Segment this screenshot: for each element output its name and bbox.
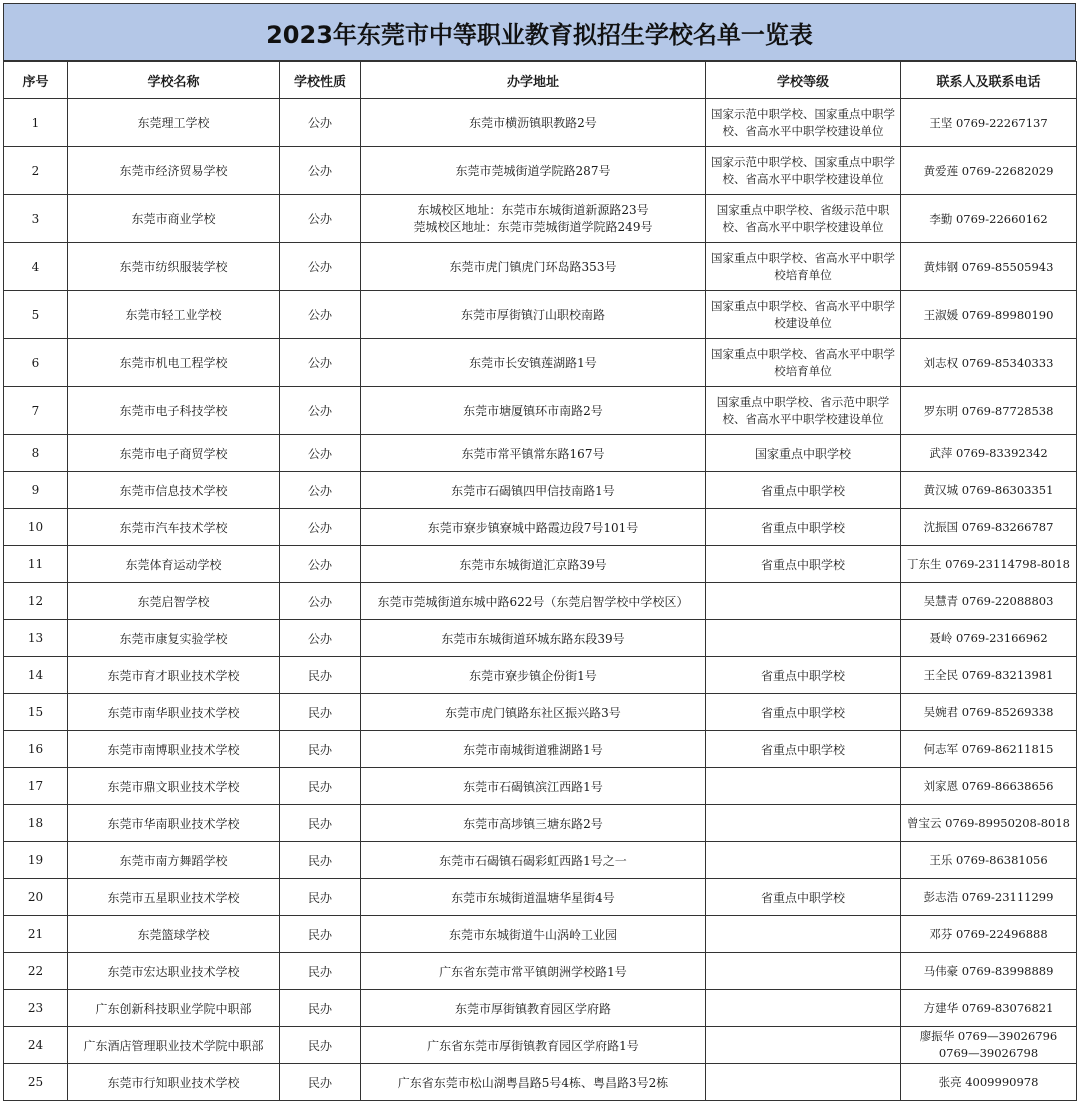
table-row [4,842,1077,879]
cell-name: 东莞体育运动学校 [68,546,280,583]
cell-nature: 民办 [280,1064,361,1101]
cell-name: 东莞市汽车技术学校 [68,509,280,546]
table-row [4,768,1077,805]
cell-address: 广东省东莞市厚街镇教育园区学府路1号 [361,1027,706,1064]
cell-address: 东莞市长安镇莲湖路1号 [361,339,706,387]
cell-contact: 沈振国 0769-83266787 [901,509,1077,546]
cell-address: 东莞市石碣镇滨江西路1号 [361,768,706,805]
cell-index: 6 [4,339,68,387]
school-table [3,61,1077,1101]
cell-contact: 丁东生 0769-23114798-8018 [901,546,1077,583]
cell-address: 东莞市厚街镇汀山职校南路 [361,291,706,339]
cell-name: 东莞市育才职业技术学校 [68,657,280,694]
document-sheet [3,3,1076,1101]
address-line-2: 莞城校区地址：东莞市莞城街道学院路249号 [413,219,653,234]
header-contact: 联系人及联系电话 [901,62,1077,99]
cell-nature: 公办 [280,147,361,195]
cell-contact: 张亮 4009990978 [901,1064,1077,1101]
cell-address: 广东省东莞市松山湖粤昌路5号4栋、粤昌路3号2栋 [361,1064,706,1101]
cell-nature: 公办 [280,195,361,243]
cell-contact: 彭志浩 0769-23111299 [901,879,1077,916]
table-row [4,657,1077,694]
cell-name: 东莞市机电工程学校 [68,339,280,387]
cell-address: 东莞市东城街道环城东路东段39号 [361,620,706,657]
cell-level: 省重点中职学校 [706,731,901,768]
cell-contact: 曾宝云 0769-89950208-8018 [901,805,1077,842]
cell-level [706,805,901,842]
cell-name: 东莞篮球学校 [68,916,280,953]
cell-nature: 公办 [280,243,361,291]
cell-contact: 吴婉君 0769-85269338 [901,694,1077,731]
page-title: 2023年东莞市中等职业教育拟招生学校名单一览表 [3,3,1076,61]
cell-nature: 公办 [280,509,361,546]
header-address: 办学地址 [361,62,706,99]
cell-contact: 黄炜钢 0769-85505943 [901,243,1077,291]
cell-level: 国家重点中职学校、省示范中职学校、省高水平中职学校建设单位 [706,387,901,435]
cell-address: 东莞市南城街道雅湖路1号 [361,731,706,768]
cell-nature: 民办 [280,842,361,879]
table-row [4,916,1077,953]
cell-level: 省重点中职学校 [706,694,901,731]
cell-index: 20 [4,879,68,916]
cell-name: 东莞市南华职业技术学校 [68,694,280,731]
cell-index: 3 [4,195,68,243]
cell-name: 东莞市南博职业技术学校 [68,731,280,768]
cell-address: 东莞市东城街道牛山涡岭工业园 [361,916,706,953]
cell-address: 东莞市石碣镇四甲信技南路1号 [361,472,706,509]
table-row [4,99,1077,147]
cell-index: 15 [4,694,68,731]
cell-name: 东莞市南方舞蹈学校 [68,842,280,879]
cell-address: 东莞市寮步镇寮城中路霞边段7号101号 [361,509,706,546]
cell-address: 东莞市虎门镇路东社区振兴路3号 [361,694,706,731]
cell-level [706,583,901,620]
table-row [4,195,1077,243]
cell-level: 国家示范中职学校、国家重点中职学校、省高水平中职学校建设单位 [706,99,901,147]
cell-index: 25 [4,1064,68,1101]
cell-nature: 公办 [280,546,361,583]
cell-address: 东莞市塘厦镇环市南路2号 [361,387,706,435]
table-row [4,583,1077,620]
table-row [4,805,1077,842]
cell-nature: 公办 [280,99,361,147]
cell-level: 省重点中职学校 [706,546,901,583]
cell-index: 22 [4,953,68,990]
cell-address: 东莞市东城街道汇京路39号 [361,546,706,583]
cell-contact: 黄爱莲 0769-22682029 [901,147,1077,195]
cell-contact: 方建华 0769-83076821 [901,990,1077,1027]
cell-contact: 黄汉城 0769-86303351 [901,472,1077,509]
cell-index: 7 [4,387,68,435]
cell-contact: 吴慧青 0769-22088803 [901,583,1077,620]
table-row [4,953,1077,990]
cell-nature: 公办 [280,583,361,620]
cell-index: 9 [4,472,68,509]
table-row [4,546,1077,583]
cell-nature: 民办 [280,768,361,805]
cell-name: 东莞市商业学校 [68,195,280,243]
cell-level [706,842,901,879]
table-row [4,472,1077,509]
cell-level: 国家重点中职学校、省高水平中职学校建设单位 [706,291,901,339]
cell-contact: 李勤 0769-22660162 [901,195,1077,243]
cell-level: 省重点中职学校 [706,509,901,546]
cell-name: 东莞市行知职业技术学校 [68,1064,280,1101]
cell-contact: 马伟豪 0769-83998889 [901,953,1077,990]
cell-contact: 武萍 0769-83392342 [901,435,1077,472]
cell-contact: 王坚 0769-22267137 [901,99,1077,147]
cell-contact: 刘家恩 0769-86638656 [901,768,1077,805]
cell-name: 东莞市信息技术学校 [68,472,280,509]
cell-name: 东莞市五星职业技术学校 [68,879,280,916]
cell-address: 东莞市寮步镇企份街1号 [361,657,706,694]
cell-level [706,1027,901,1064]
cell-level: 省重点中职学校 [706,879,901,916]
cell-name: 东莞市宏达职业技术学校 [68,953,280,990]
cell-name: 东莞市康复实验学校 [68,620,280,657]
cell-nature: 民办 [280,879,361,916]
table-row [4,243,1077,291]
cell-index: 11 [4,546,68,583]
cell-contact: 罗东明 0769-87728538 [901,387,1077,435]
cell-index: 18 [4,805,68,842]
cell-address: 东莞市常平镇常东路167号 [361,435,706,472]
cell-nature: 民办 [280,805,361,842]
cell-address: 东莞市高埗镇三塘东路2号 [361,805,706,842]
cell-index: 13 [4,620,68,657]
table-row [4,291,1077,339]
cell-level: 国家重点中职学校、省高水平中职学校培育单位 [706,339,901,387]
cell-nature: 民办 [280,990,361,1027]
cell-contact: 王淑媛 0769-89980190 [901,291,1077,339]
table-row [4,731,1077,768]
header-name: 学校名称 [68,62,280,99]
header-nature: 学校性质 [280,62,361,99]
cell-index: 2 [4,147,68,195]
table-row [4,147,1077,195]
cell-name: 东莞市经济贸易学校 [68,147,280,195]
table-row [4,339,1077,387]
cell-nature: 民办 [280,694,361,731]
cell-nature: 公办 [280,387,361,435]
cell-address [361,195,706,243]
cell-address: 东莞市横沥镇职教路2号 [361,99,706,147]
cell-address: 广东省东莞市常平镇朗洲学校路1号 [361,953,706,990]
table-row [4,387,1077,435]
cell-address: 东莞市莞城街道学院路287号 [361,147,706,195]
cell-index: 23 [4,990,68,1027]
contact-line-2: 0769—39026798 [938,1046,1039,1060]
cell-index: 12 [4,583,68,620]
cell-name: 广东创新科技职业学院中职部 [68,990,280,1027]
cell-contact: 王全民 0769-83213981 [901,657,1077,694]
table-row [4,620,1077,657]
cell-nature: 民办 [280,916,361,953]
contact-line-1: 廖振华 0769—39026796 [919,1029,1058,1043]
address-line-1: 东城校区地址：东莞市东城街道新源路23号 [417,202,649,217]
cell-name: 东莞启智学校 [68,583,280,620]
cell-name: 东莞市鼎文职业技术学校 [68,768,280,805]
cell-address: 东莞市虎门镇虎门环岛路353号 [361,243,706,291]
cell-level [706,768,901,805]
table-row [4,1064,1077,1101]
cell-level: 省重点中职学校 [706,472,901,509]
cell-nature: 公办 [280,472,361,509]
header-row [4,62,1077,99]
cell-nature: 公办 [280,435,361,472]
cell-address: 东莞市东城街道温塘华星街4号 [361,879,706,916]
cell-nature: 民办 [280,953,361,990]
cell-name: 东莞理工学校 [68,99,280,147]
cell-level: 国家示范中职学校、国家重点中职学校、省高水平中职学校建设单位 [706,147,901,195]
cell-address: 东莞市石碣镇石碣彩虹西路1号之一 [361,842,706,879]
cell-nature: 公办 [280,291,361,339]
table-row [4,879,1077,916]
cell-nature: 公办 [280,339,361,387]
table-row [4,1027,1077,1064]
cell-level: 国家重点中职学校、省级示范中职校、省高水平中职学校建设单位 [706,195,901,243]
cell-name: 广东酒店管理职业技术学院中职部 [68,1027,280,1064]
cell-index: 8 [4,435,68,472]
cell-index: 19 [4,842,68,879]
cell-index: 4 [4,243,68,291]
cell-level: 国家重点中职学校 [706,435,901,472]
cell-nature: 民办 [280,731,361,768]
cell-nature: 公办 [280,620,361,657]
cell-level [706,916,901,953]
cell-name: 东莞市华南职业技术学校 [68,805,280,842]
cell-address: 东莞市厚街镇教育园区学府路 [361,990,706,1027]
cell-index: 17 [4,768,68,805]
cell-contact: 何志军 0769-86211815 [901,731,1077,768]
cell-name: 东莞市轻工业学校 [68,291,280,339]
cell-index: 5 [4,291,68,339]
cell-level: 省重点中职学校 [706,657,901,694]
cell-contact: 王乐 0769-86381056 [901,842,1077,879]
table-row [4,694,1077,731]
cell-level [706,990,901,1027]
cell-name: 东莞市电子商贸学校 [68,435,280,472]
cell-contact: 邓芬 0769-22496888 [901,916,1077,953]
cell-index: 16 [4,731,68,768]
cell-nature: 民办 [280,1027,361,1064]
cell-level [706,953,901,990]
header-level: 学校等级 [706,62,901,99]
table-row [4,509,1077,546]
cell-level [706,1064,901,1101]
cell-name: 东莞市电子科技学校 [68,387,280,435]
cell-level [706,620,901,657]
cell-contact: 聂岭 0769-23166962 [901,620,1077,657]
cell-contact: 刘志权 0769-85340333 [901,339,1077,387]
table-row [4,990,1077,1027]
header-index: 序号 [4,62,68,99]
cell-level: 国家重点中职学校、省高水平中职学校培育单位 [706,243,901,291]
table-body [4,99,1077,1101]
cell-index: 10 [4,509,68,546]
cell-index: 1 [4,99,68,147]
cell-index: 21 [4,916,68,953]
cell-name: 东莞市纺织服装学校 [68,243,280,291]
cell-address: 东莞市莞城街道东城中路622号（东莞启智学校中学校区） [361,583,706,620]
cell-contact [901,1027,1077,1064]
cell-index: 24 [4,1027,68,1064]
cell-index: 14 [4,657,68,694]
table-row [4,435,1077,472]
cell-nature: 民办 [280,657,361,694]
